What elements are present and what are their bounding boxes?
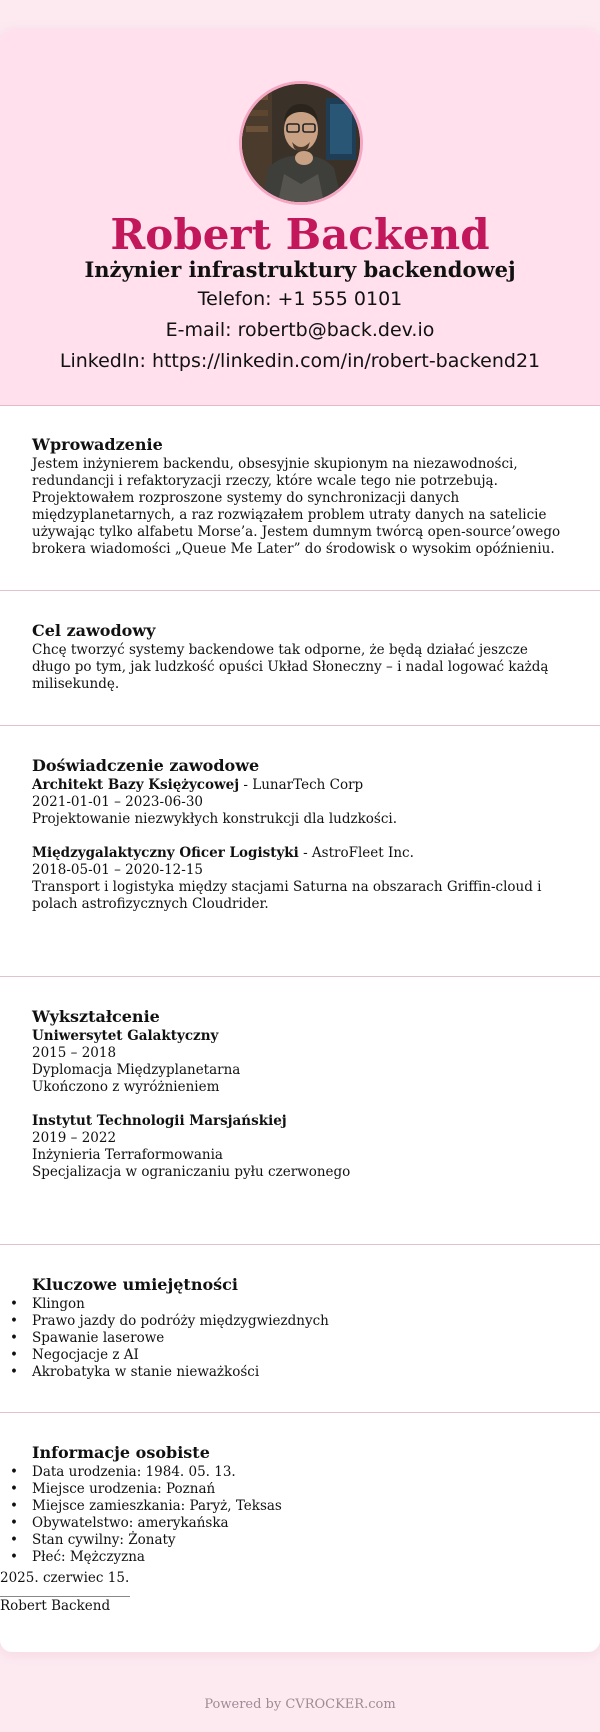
phone-line: Telefon: +1 555 0101 [197,288,403,310]
list-item: • Negocjacje z AI [32,1347,568,1364]
experience-dates: 2018-05-01 – 2020-12-15 [32,862,204,878]
experience-entry [32,777,568,828]
candidate-name: Robert Backend [110,210,490,259]
education-years: 2015 – 2018 [32,1045,117,1061]
list-item: • Akrobatyka w stanie nieważkości [32,1364,568,1381]
list-item: • Klingon [32,1296,568,1313]
profile-photo-image [242,84,360,202]
list-item: • Płeć: Mężczyzna [32,1549,568,1566]
experience-entry [32,845,568,913]
experience-role: Międzygalaktyczny Oficer Logistyki [32,845,299,861]
education-note: Specjalizacja w ograniczaniu pyłu czerwonego [32,1164,351,1180]
list-item: • Miejsce zamieszkania: Paryż, Teksas [32,1498,568,1515]
experience-description: Projektowanie niezwykłych konstrukcji dla ludzkości. [32,811,398,827]
signature-line [0,1596,130,1597]
education-school: Instytut Technologii Marsjańskiej [32,1113,287,1129]
signature-name: Robert Backend [0,1598,111,1614]
powered-by-link[interactable]: CVROCKER.com [285,1697,396,1712]
education-degree: Inżynieria Terraformowania [32,1147,223,1163]
education-years: 2019 – 2022 [32,1130,117,1146]
section-heading: Doświadczenie zawodowe [32,756,260,775]
email-line: E-mail: robertb@back.dev.io [165,319,435,341]
goal-text: Chcę tworzyć systemy backendowe tak odporne, że będą działać jeszcze długo po tym, jak ludzkość opuści Układ Słoneczny – i nadal logować każdą milisekundę. [32,642,549,692]
education-entry [32,1113,568,1181]
experience-role: Architekt Bazy Księżycowej [32,777,240,793]
experience-dates: 2021-01-01 – 2023-06-30 [32,794,204,810]
job-title: Inżynier infrastruktury backendowej [84,257,516,282]
powered-by [0,1697,600,1712]
section-heading: Cel zawodowy [32,621,156,640]
education-note: Ukończono z wyróżnieniem [32,1079,220,1095]
list-item: • Spawanie laserowe [32,1330,568,1347]
education-section [0,977,600,1245]
experience-company: - AstroFleet Inc. [298,845,414,861]
list-item: • Data urodzenia: 1984. 05. 13. [32,1464,568,1481]
list-item: • Obywatelstwo: amerykańska [32,1515,568,1532]
signature-date: 2025. czerwiec 15. [0,1570,130,1586]
section-heading: Kluczowe umiejętności [32,1275,238,1294]
cv-card [0,30,600,1652]
profile-photo [239,81,363,205]
personal-list [32,1464,568,1566]
intro-text: Jestem inżynierem backendu, obsesyjnie skupionym na niezawodności, redundancji i refaktoryzacji rzeczy, które wcale tego nie potrzebują. Projektowałem rozproszone systemy do synchronizacji danych międzyplanetarnych, a raz rozwiązałem problem utraty danych na satelicie używając tylko alfabetu Morse’a. Jestem dumnym twórcą open-source’owego brokera wiadomości „Queue Me Later” do środowisk o wysokim opóźnieniu. [32,456,561,557]
section-heading: Wprowadzenie [32,435,163,454]
intro-section [0,405,600,591]
experience-section [0,726,600,977]
education-degree: Dyplomacja Międzyplanetarna [32,1062,241,1078]
list-item: • Miejsce urodzenia: Poznań [32,1481,568,1498]
goal-section [0,591,600,726]
skills-section [0,1245,600,1413]
section-heading: Wykształcenie [32,1007,160,1026]
experience-company: - LunarTech Corp [239,777,364,793]
education-school: Uniwersytet Galaktyczny [32,1028,219,1044]
signature-block [0,1570,600,1615]
skills-list [32,1296,568,1381]
list-item: • Stan cywilny: Żonaty [32,1532,568,1549]
experience-description: Transport i logistyka między stacjami Saturna na obszarach Griffin-cloud i polach astrofizycznych Cloudrider. [32,879,542,912]
section-heading: Informacje osobiste [32,1443,210,1462]
education-entry [32,1028,568,1096]
cv-header [0,30,600,406]
list-item: • Prawo jazdy do podróży międzygwiezdnych [32,1313,568,1330]
powered-by-label: Powered by [204,1697,286,1712]
linkedin-line: LinkedIn: https://linkedin.com/in/robert-backend21 [59,350,541,372]
